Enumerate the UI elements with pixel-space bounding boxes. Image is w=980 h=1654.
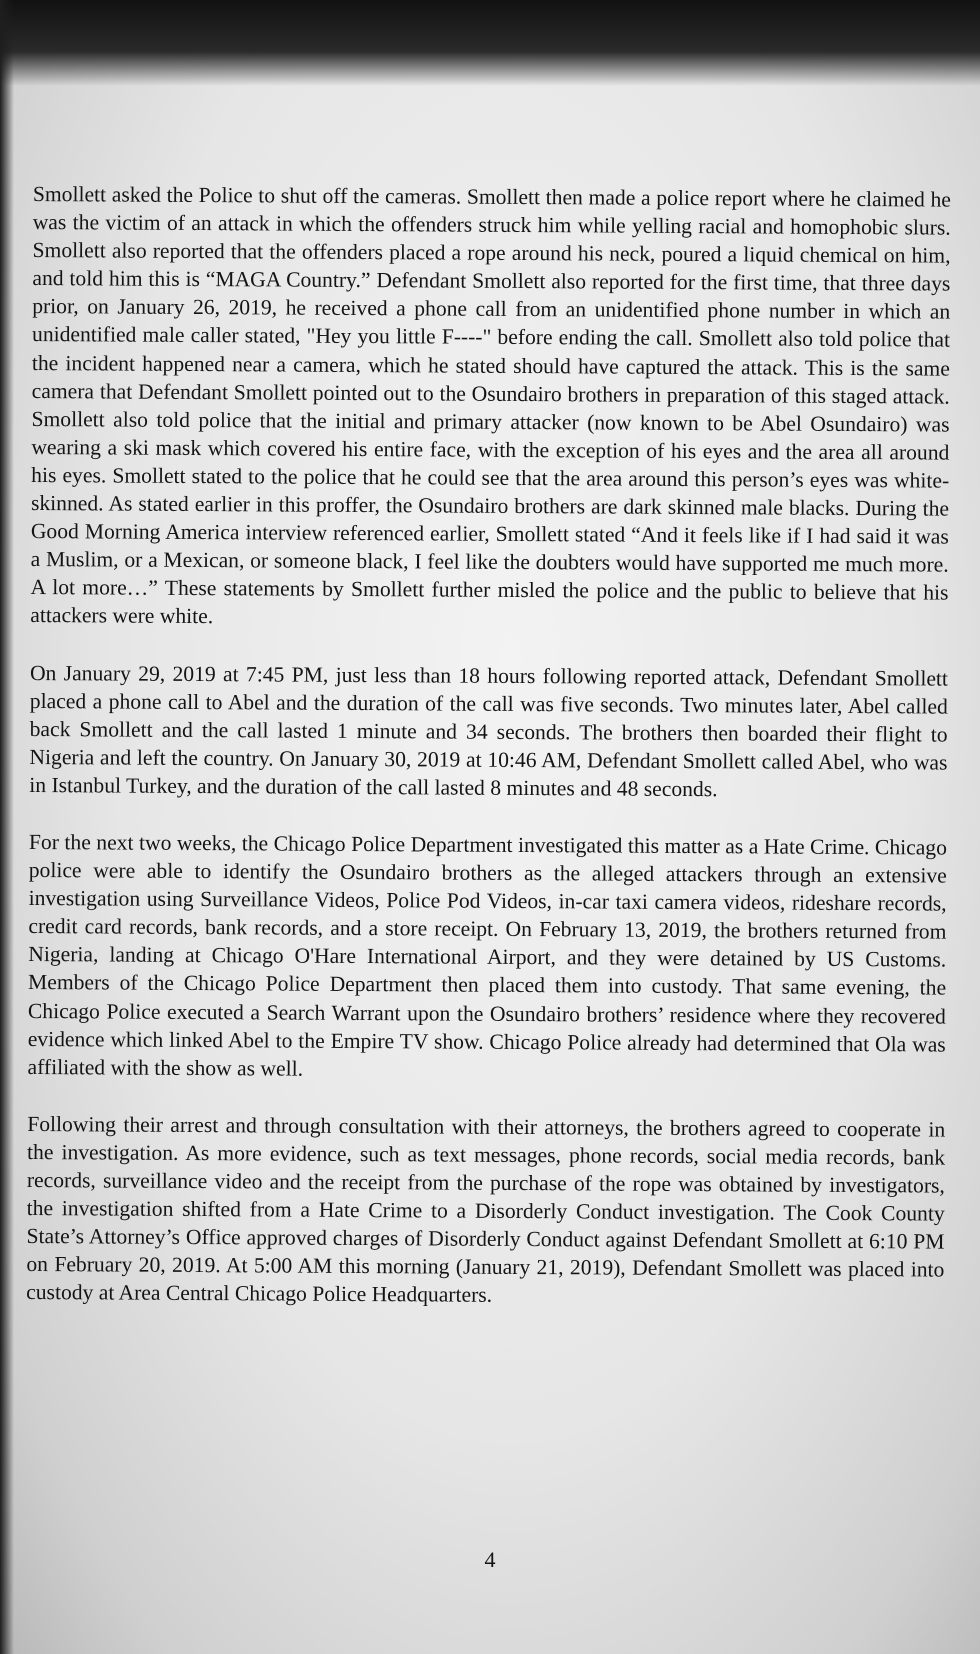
photo-top-shadow bbox=[0, 0, 980, 86]
document-body bbox=[26, 180, 951, 1341]
photo-left-shadow bbox=[0, 0, 14, 1654]
paragraph-police-report: Smollett asked the Police to shut off the cameras. Smollett then made a police report where he claimed he was the victim of an attack in which the offenders struck him while yelling racial and homophobic slurs. Smollett also reported that the offenders placed a rope around his neck, poured a liquid chemical on him, and told him this is “MAGA Country.” Defendant Smollett also reported for the first time, that three days prior, on January 26, 2019, he received a phone call from an unidentified phone number in which an unidentified male caller stated, "Hey you little F----" before ending the call. Smollett also told police that the incident happened near a camera, which he stated should have captured the attack. This is the same camera that Defendant Smollett pointed out to the Osundairo brothers in preparation of this staged attack. Smollett also told police that the initial and primary attacker (now known to be Abel Osundairo) was wearing a ski mask which covered his entire face, with the exception of his eyes and the area all around his eyes. Smollett stated to the police that he could see that the area around this person’s eyes was white-skinned. As stated earlier in this proffer, the Osundairo brothers are dark skinned male blacks. During the Good Morning America interview referenced earlier, Smollett stated “And it feels like if I had said it was a Muslim, or a Mexican, or someone black, I feel like the doubters would have supported me much more. A lot more…” These statements by Smollett further misled the police and the public to believe that his attackers were white. bbox=[30, 181, 951, 629]
paragraph-phone-calls: On January 29, 2019 at 7:45 PM, just less than 18 hours following reported attack, Defendant Smollett placed a phone call to Abel and the duration of the call was five seconds. Two minutes later, Abel called back Smollett and the call lasted 1 minute and 34 seconds. The brothers then boarded their flight to Nigeria and left the country. On January 30, 2019 at 10:46 AM, Defendant Smollett called Abel, who was in Istanbul Turkey, and the duration of the call lasted 8 minutes and 48 seconds. bbox=[29, 660, 949, 802]
paragraph-investigation: For the next two weeks, the Chicago Police Department investigated this matter as a Hate Crime. Chicago police were able to identify the Osundairo brothers as the alleged attackers through an extensive investigation using Surveillance Videos, Police Pod Videos, in-car taxi camera videos, rideshare records, credit card records, bank records, and a store receipt. On February 13, 2019, the brothers returned from Nigeria, landing at Chicago O'Hare International Airport, and they were detained by US Customs. Members of the Chicago Police Department then placed them into custody. That same evening, the Chicago Police executed a Search Warrant upon the Osundairo brothers’ residence where they recovered evidence which linked Abel to the Empire TV show. Chicago Police already had determined that Ola was affiliated with the show as well. bbox=[27, 829, 948, 1081]
page-number: 4 bbox=[484, 1547, 496, 1572]
paragraph-arrest: Following their arrest and through consultation with their attorneys, the brothers agreed to cooperate in the investigation. As more evidence, such as text messages, phone records, social media records, bank records, surveillance video and the receipt from the purchase of the rope was obtained by investigators, the investigation shifted from a Hate Crime to a Disorderly Conduct investigation. The Cook County State’s Attorney’s Office approved charges of Disorderly Conduct against Defendant Smollett at 6:10 PM on February 20, 2019. At 5:00 AM this morning (January 21, 2019), Defendant Smollett was placed into custody at Area Central Chicago Police Headquarters. bbox=[26, 1111, 946, 1308]
